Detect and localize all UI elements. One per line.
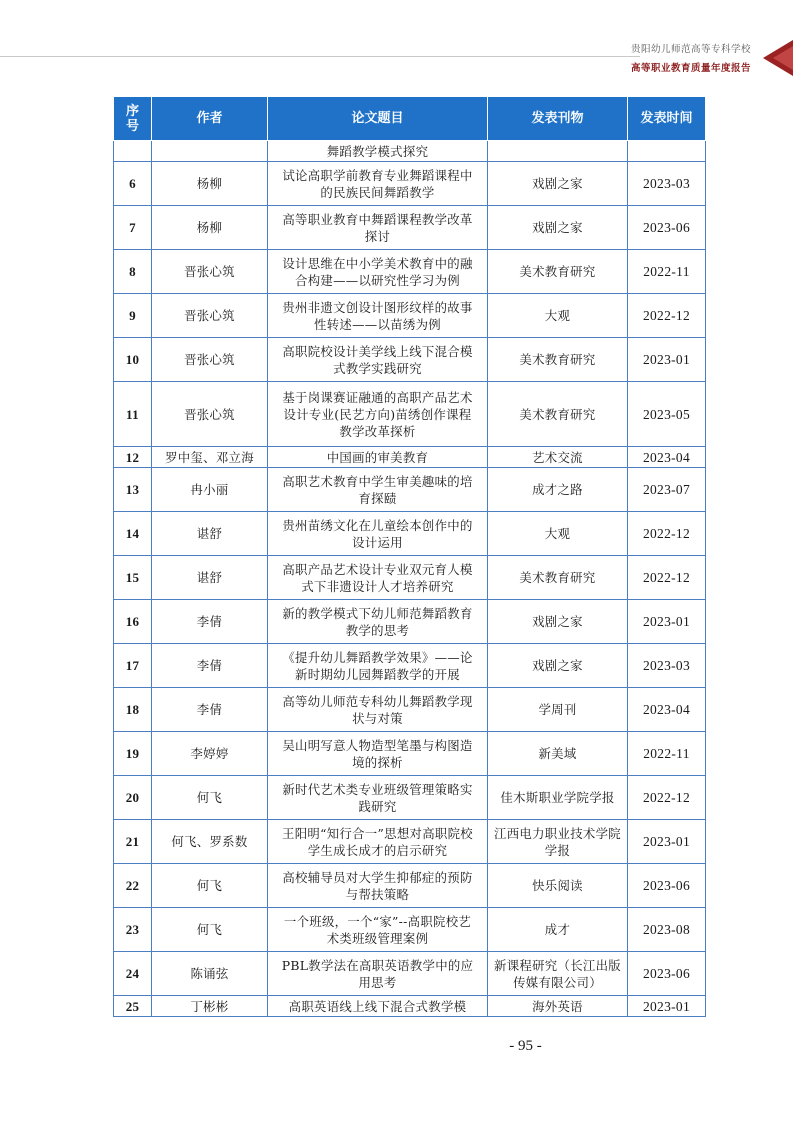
row-date: 2022-12 [628, 512, 706, 556]
row-journal: 戏剧之家 [488, 162, 628, 206]
row-journal: 佳木斯职业学院学报 [488, 776, 628, 820]
table-row [114, 447, 706, 468]
header-report-title: 高等职业教育质量年度报告 [630, 63, 751, 74]
row-author: 何飞 [152, 776, 268, 820]
row-author: 李倩 [152, 600, 268, 644]
row-number: 11 [114, 382, 152, 447]
table-row [114, 776, 706, 820]
table-row [114, 294, 706, 338]
row-title: 高等幼儿师范专科幼儿舞蹈教学现状与对策 [268, 688, 488, 732]
row-journal: 美术教育研究 [488, 338, 628, 382]
table-header-row [114, 97, 706, 141]
row-author: 谌舒 [152, 556, 268, 600]
table-row [114, 512, 706, 556]
row-journal: 大观 [488, 294, 628, 338]
header-divider [0, 56, 640, 57]
row-number [114, 141, 152, 162]
table-row [114, 468, 706, 512]
row-date: 2022-12 [628, 294, 706, 338]
table-row [114, 250, 706, 294]
row-title: 贵州苗绣文化在儿童绘本创作中的设计运用 [268, 512, 488, 556]
row-journal: 海外英语 [488, 996, 628, 1017]
row-date: 2023-01 [628, 820, 706, 864]
row-title: 王阳明“知行合一”思想对高职院校学生成长成才的启示研究 [268, 820, 488, 864]
row-date: 2023-06 [628, 952, 706, 996]
row-author: 杨柳 [152, 162, 268, 206]
row-author: 何飞 [152, 908, 268, 952]
row-journal: 成才 [488, 908, 628, 952]
row-author: 丁彬彬 [152, 996, 268, 1017]
row-journal: 戏剧之家 [488, 644, 628, 688]
row-author [152, 141, 268, 162]
row-number: 24 [114, 952, 152, 996]
row-number: 17 [114, 644, 152, 688]
row-journal: 新美域 [488, 732, 628, 776]
row-journal: 美术教育研究 [488, 250, 628, 294]
row-title: 高职院校设计美学线上线下混合模式教学实践研究 [268, 338, 488, 382]
row-number: 22 [114, 864, 152, 908]
row-author: 何飞 [152, 864, 268, 908]
row-title: 高职艺术教育中学生审美趣味的培育探赜 [268, 468, 488, 512]
row-number: 20 [114, 776, 152, 820]
page-number: - 95 - [509, 1038, 542, 1054]
table-row [114, 864, 706, 908]
row-journal: 艺术交流 [488, 447, 628, 468]
row-number: 6 [114, 162, 152, 206]
row-number: 18 [114, 688, 152, 732]
row-date: 2022-11 [628, 732, 706, 776]
row-number: 21 [114, 820, 152, 864]
header-school-name: 贵阳幼儿师范高等专科学校 [630, 44, 751, 55]
row-author: 李倩 [152, 644, 268, 688]
table-row [114, 952, 706, 996]
papers-table [113, 96, 706, 1017]
table-row [114, 206, 706, 250]
column-header-date: 发表时间 [628, 97, 706, 141]
row-number: 23 [114, 908, 152, 952]
row-journal: 学周刊 [488, 688, 628, 732]
row-date: 2023-03 [628, 644, 706, 688]
row-date: 2023-01 [628, 600, 706, 644]
table-row [114, 338, 706, 382]
row-date: 2023-04 [628, 688, 706, 732]
row-author: 李婷婷 [152, 732, 268, 776]
row-number: 10 [114, 338, 152, 382]
corner-logo-icon [755, 40, 793, 76]
row-date: 2023-06 [628, 864, 706, 908]
row-title: 舞蹈教学模式探究 [268, 141, 488, 162]
table-row [114, 600, 706, 644]
table-row [114, 141, 706, 162]
row-author: 晋张心筑 [152, 250, 268, 294]
row-title: 新时代艺术类专业班级管理策略实践研究 [268, 776, 488, 820]
row-author: 晋张心筑 [152, 294, 268, 338]
row-number: 15 [114, 556, 152, 600]
row-author: 晋张心筑 [152, 382, 268, 447]
row-title: 新的教学模式下幼儿师范舞蹈教育教学的思考 [268, 600, 488, 644]
row-number: 8 [114, 250, 152, 294]
table-row [114, 556, 706, 600]
row-author: 何飞、罗系数 [152, 820, 268, 864]
row-date: 2023-08 [628, 908, 706, 952]
table-row [114, 996, 706, 1017]
row-date: 2022-12 [628, 556, 706, 600]
row-title: 基于岗课赛证融通的高职产品艺术设计专业(民艺方向)苗绣创作课程教学改革探析 [268, 382, 488, 447]
row-number: 7 [114, 206, 152, 250]
row-number: 19 [114, 732, 152, 776]
row-author: 冉小丽 [152, 468, 268, 512]
row-author: 谌舒 [152, 512, 268, 556]
row-title: 试论高职学前教育专业舞蹈课程中的民族民间舞蹈教学 [268, 162, 488, 206]
row-date: 2022-11 [628, 250, 706, 294]
row-date: 2023-05 [628, 382, 706, 447]
table-row [114, 732, 706, 776]
column-header-journal: 发表刊物 [488, 97, 628, 141]
table-row [114, 644, 706, 688]
row-title: PBL教学法在高职英语教学中的应用思考 [268, 952, 488, 996]
row-number: 12 [114, 447, 152, 468]
row-date [628, 141, 706, 162]
row-journal: 新课程研究（长江出版传媒有限公司） [488, 952, 628, 996]
row-title: 高职英语线上线下混合式教学模 [268, 996, 488, 1017]
row-date: 2023-06 [628, 206, 706, 250]
table-row [114, 162, 706, 206]
row-author: 罗中玺、邓立海 [152, 447, 268, 468]
row-title: 一个班级，一个“家”--高职院校艺术类班级管理案例 [268, 908, 488, 952]
row-author: 杨柳 [152, 206, 268, 250]
row-number: 16 [114, 600, 152, 644]
row-journal: 戏剧之家 [488, 600, 628, 644]
row-journal: 美术教育研究 [488, 556, 628, 600]
table-row [114, 688, 706, 732]
row-journal: 成才之路 [488, 468, 628, 512]
row-date: 2022-12 [628, 776, 706, 820]
row-journal: 美术教育研究 [488, 382, 628, 447]
row-author: 李倩 [152, 688, 268, 732]
row-number: 25 [114, 996, 152, 1017]
row-title: 《提升幼儿舞蹈教学效果》——论新时期幼儿园舞蹈教学的开展 [268, 644, 488, 688]
column-header-title: 论文题目 [268, 97, 488, 141]
row-journal [488, 141, 628, 162]
table-row [114, 820, 706, 864]
row-date: 2023-04 [628, 447, 706, 468]
row-title: 设计思维在中小学美术教育中的融合构建——以研究性学习为例 [268, 250, 488, 294]
row-number: 13 [114, 468, 152, 512]
row-title: 中国画的审美教育 [268, 447, 488, 468]
row-title: 高校辅导员对大学生抑郁症的预防与帮扶策略 [268, 864, 488, 908]
row-date: 2023-01 [628, 338, 706, 382]
row-number: 9 [114, 294, 152, 338]
row-title: 吴山明写意人物造型笔墨与构图造境的探析 [268, 732, 488, 776]
row-date: 2023-03 [628, 162, 706, 206]
row-journal: 大观 [488, 512, 628, 556]
row-number: 14 [114, 512, 152, 556]
row-title: 高等职业教育中舞蹈课程教学改革探讨 [268, 206, 488, 250]
row-title: 贵州非遗文创设计图形纹样的故事性转述——以苗绣为例 [268, 294, 488, 338]
row-date: 2023-01 [628, 996, 706, 1017]
table-row [114, 382, 706, 447]
row-journal: 戏剧之家 [488, 206, 628, 250]
row-author: 陈诵弦 [152, 952, 268, 996]
row-journal: 快乐阅读 [488, 864, 628, 908]
row-journal: 江西电力职业技术学院学报 [488, 820, 628, 864]
row-date: 2023-07 [628, 468, 706, 512]
row-title: 高职产品艺术设计专业双元育人模式下非遗设计人才培养研究 [268, 556, 488, 600]
column-header-author: 作者 [152, 97, 268, 141]
column-header-number: 序号 [114, 97, 152, 141]
table-row [114, 908, 706, 952]
row-author: 晋张心筑 [152, 338, 268, 382]
